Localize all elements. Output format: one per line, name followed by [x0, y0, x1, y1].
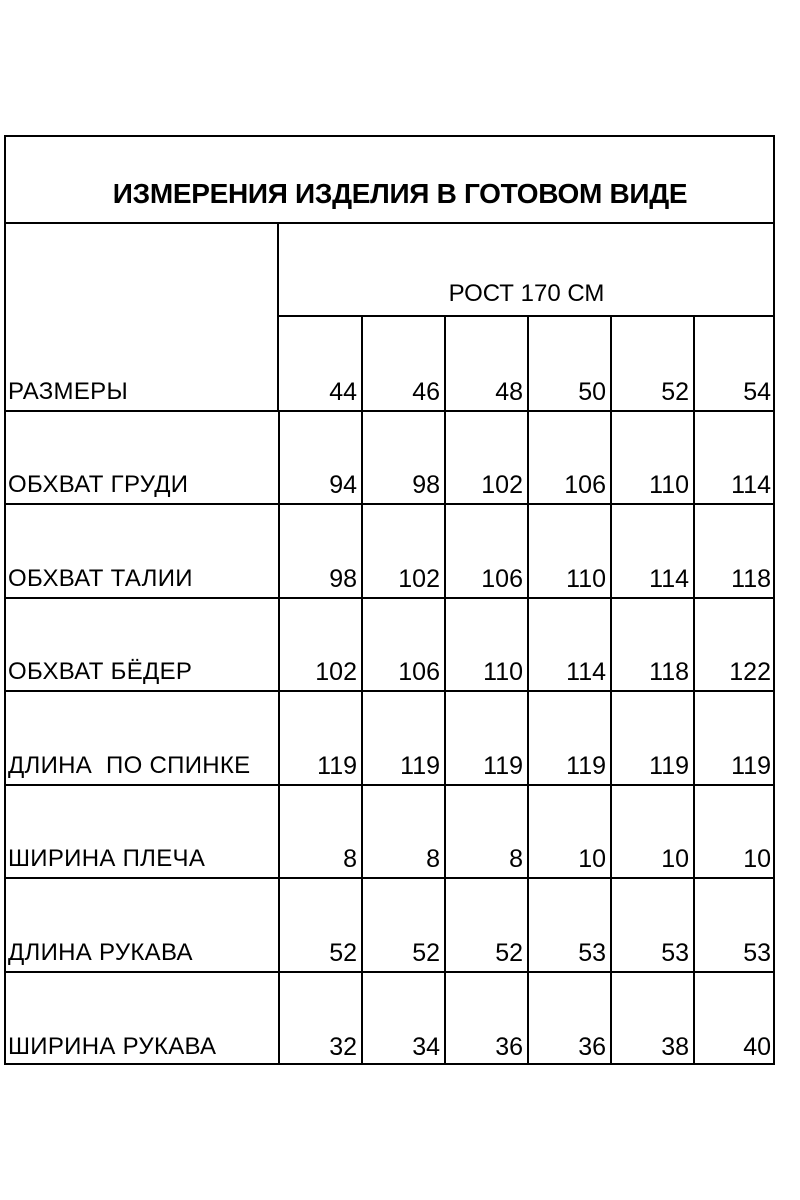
row-divider	[4, 690, 775, 692]
value-column-divider	[444, 410, 446, 505]
value-column-divider	[693, 971, 695, 1065]
height-header: РОСТ 170 СМ	[448, 280, 605, 307]
row-divider	[4, 971, 775, 973]
row-label: ШИРИНА РУКАВА	[8, 1033, 217, 1060]
measurement-value: 119	[566, 752, 606, 780]
measurement-value: 119	[649, 752, 689, 780]
measurement-value: 118	[649, 658, 689, 686]
measurement-value: 114	[566, 658, 606, 686]
value-column-divider	[444, 503, 446, 599]
measurement-value: 102	[315, 658, 357, 686]
row-divider	[4, 784, 775, 786]
measurement-value: 106	[481, 565, 523, 593]
value-column-divider	[610, 690, 612, 786]
table-title: ИЗМЕРЕНИЯ ИЗДЕЛИЯ В ГОТОВОМ ВИДЕ	[112, 178, 688, 209]
value-column-divider	[610, 877, 612, 973]
value-column-divider	[610, 971, 612, 1065]
value-column-divider	[278, 877, 280, 973]
measurement-value: 32	[329, 1033, 357, 1061]
measurement-value: 110	[566, 565, 606, 593]
measurement-value: 110	[649, 471, 689, 499]
row-label: ДЛИНА РУКАВА	[8, 939, 193, 966]
measurement-value: 34	[412, 1033, 440, 1061]
size-value: 54	[743, 378, 771, 406]
measurement-value: 114	[649, 565, 689, 593]
value-column-divider	[278, 784, 280, 879]
size-column-divider	[361, 315, 363, 412]
value-column-divider	[693, 877, 695, 973]
value-column-divider	[693, 690, 695, 786]
measurement-value: 110	[483, 658, 523, 686]
row-label: ОБХВАТ ГРУДИ	[8, 471, 189, 498]
measurement-value: 52	[412, 939, 440, 967]
value-column-divider	[527, 971, 529, 1065]
value-column-divider	[610, 597, 612, 692]
value-column-divider	[527, 410, 529, 505]
measurement-value: 102	[481, 471, 523, 499]
measurement-value: 53	[743, 939, 771, 967]
value-column-divider	[610, 784, 612, 879]
value-column-divider	[361, 597, 363, 692]
measurement-value: 98	[412, 471, 440, 499]
value-column-divider	[610, 410, 612, 505]
value-column-divider	[278, 597, 280, 692]
value-column-divider	[444, 784, 446, 879]
value-column-divider	[444, 971, 446, 1065]
value-column-divider	[361, 503, 363, 599]
value-column-divider	[527, 784, 529, 879]
measurement-value: 102	[398, 565, 440, 593]
row-label: ДЛИНА ПО СПИНКЕ	[8, 752, 251, 779]
row-divider	[4, 410, 775, 412]
measurement-value: 52	[495, 939, 523, 967]
measurement-value: 106	[564, 471, 606, 499]
measurement-value: 52	[329, 939, 357, 967]
value-column-divider	[527, 503, 529, 599]
value-column-divider	[278, 503, 280, 599]
value-column-divider	[278, 690, 280, 786]
row-divider	[4, 597, 775, 599]
size-column-divider	[693, 315, 695, 412]
row-label: РАЗМЕРЫ	[8, 378, 128, 405]
row-divider	[4, 877, 775, 879]
row-label: ОБХВАТ ТАЛИИ	[8, 565, 193, 592]
row-label: ОБХВАТ БЁДЕР	[8, 658, 193, 685]
value-column-divider	[693, 410, 695, 505]
measurement-value: 38	[661, 1033, 689, 1061]
value-column-divider	[527, 877, 529, 973]
measurement-value: 98	[329, 565, 357, 593]
value-column-divider	[693, 784, 695, 879]
value-column-divider	[361, 690, 363, 786]
size-table-frame	[4, 135, 775, 1065]
size-value: 44	[329, 378, 357, 406]
value-column-divider	[361, 784, 363, 879]
measurement-value: 53	[578, 939, 606, 967]
value-column-divider	[361, 877, 363, 973]
value-column-divider	[610, 503, 612, 599]
measurement-value: 8	[426, 845, 440, 873]
row-divider	[4, 503, 775, 505]
value-column-divider	[444, 690, 446, 786]
value-column-divider	[693, 503, 695, 599]
measurement-value: 114	[731, 471, 771, 499]
title-divider	[4, 222, 775, 224]
size-value: 52	[661, 378, 689, 406]
row-label: ШИРИНА ПЛЕЧА	[8, 845, 206, 872]
measurement-value: 8	[509, 845, 523, 873]
measurement-value: 40	[743, 1033, 771, 1061]
measurement-value: 10	[743, 845, 771, 873]
measurement-value: 36	[578, 1033, 606, 1061]
measurement-value: 119	[483, 752, 523, 780]
size-column-divider	[444, 315, 446, 412]
measurement-value: 53	[661, 939, 689, 967]
measurement-value: 94	[329, 471, 357, 499]
size-value: 48	[495, 378, 523, 406]
size-column-divider	[610, 315, 612, 412]
value-column-divider	[444, 597, 446, 692]
value-column-divider	[278, 410, 280, 505]
label-column-divider	[277, 222, 279, 412]
size-value: 46	[412, 378, 440, 406]
measurement-value: 10	[661, 845, 689, 873]
value-column-divider	[444, 877, 446, 973]
value-column-divider	[278, 971, 280, 1065]
size-value: 50	[578, 378, 606, 406]
measurement-value: 119	[731, 752, 771, 780]
measurement-value: 118	[731, 565, 771, 593]
value-column-divider	[361, 971, 363, 1065]
measurement-value: 119	[317, 752, 357, 780]
value-column-divider	[693, 597, 695, 692]
measurement-value: 10	[578, 845, 606, 873]
value-column-divider	[527, 597, 529, 692]
measurement-value: 122	[729, 658, 771, 686]
measurement-value: 106	[398, 658, 440, 686]
value-column-divider	[527, 690, 529, 786]
measurement-value: 36	[495, 1033, 523, 1061]
measurement-value: 119	[400, 752, 440, 780]
size-column-divider	[527, 315, 529, 412]
measurement-value: 8	[343, 845, 357, 873]
value-column-divider	[361, 410, 363, 505]
